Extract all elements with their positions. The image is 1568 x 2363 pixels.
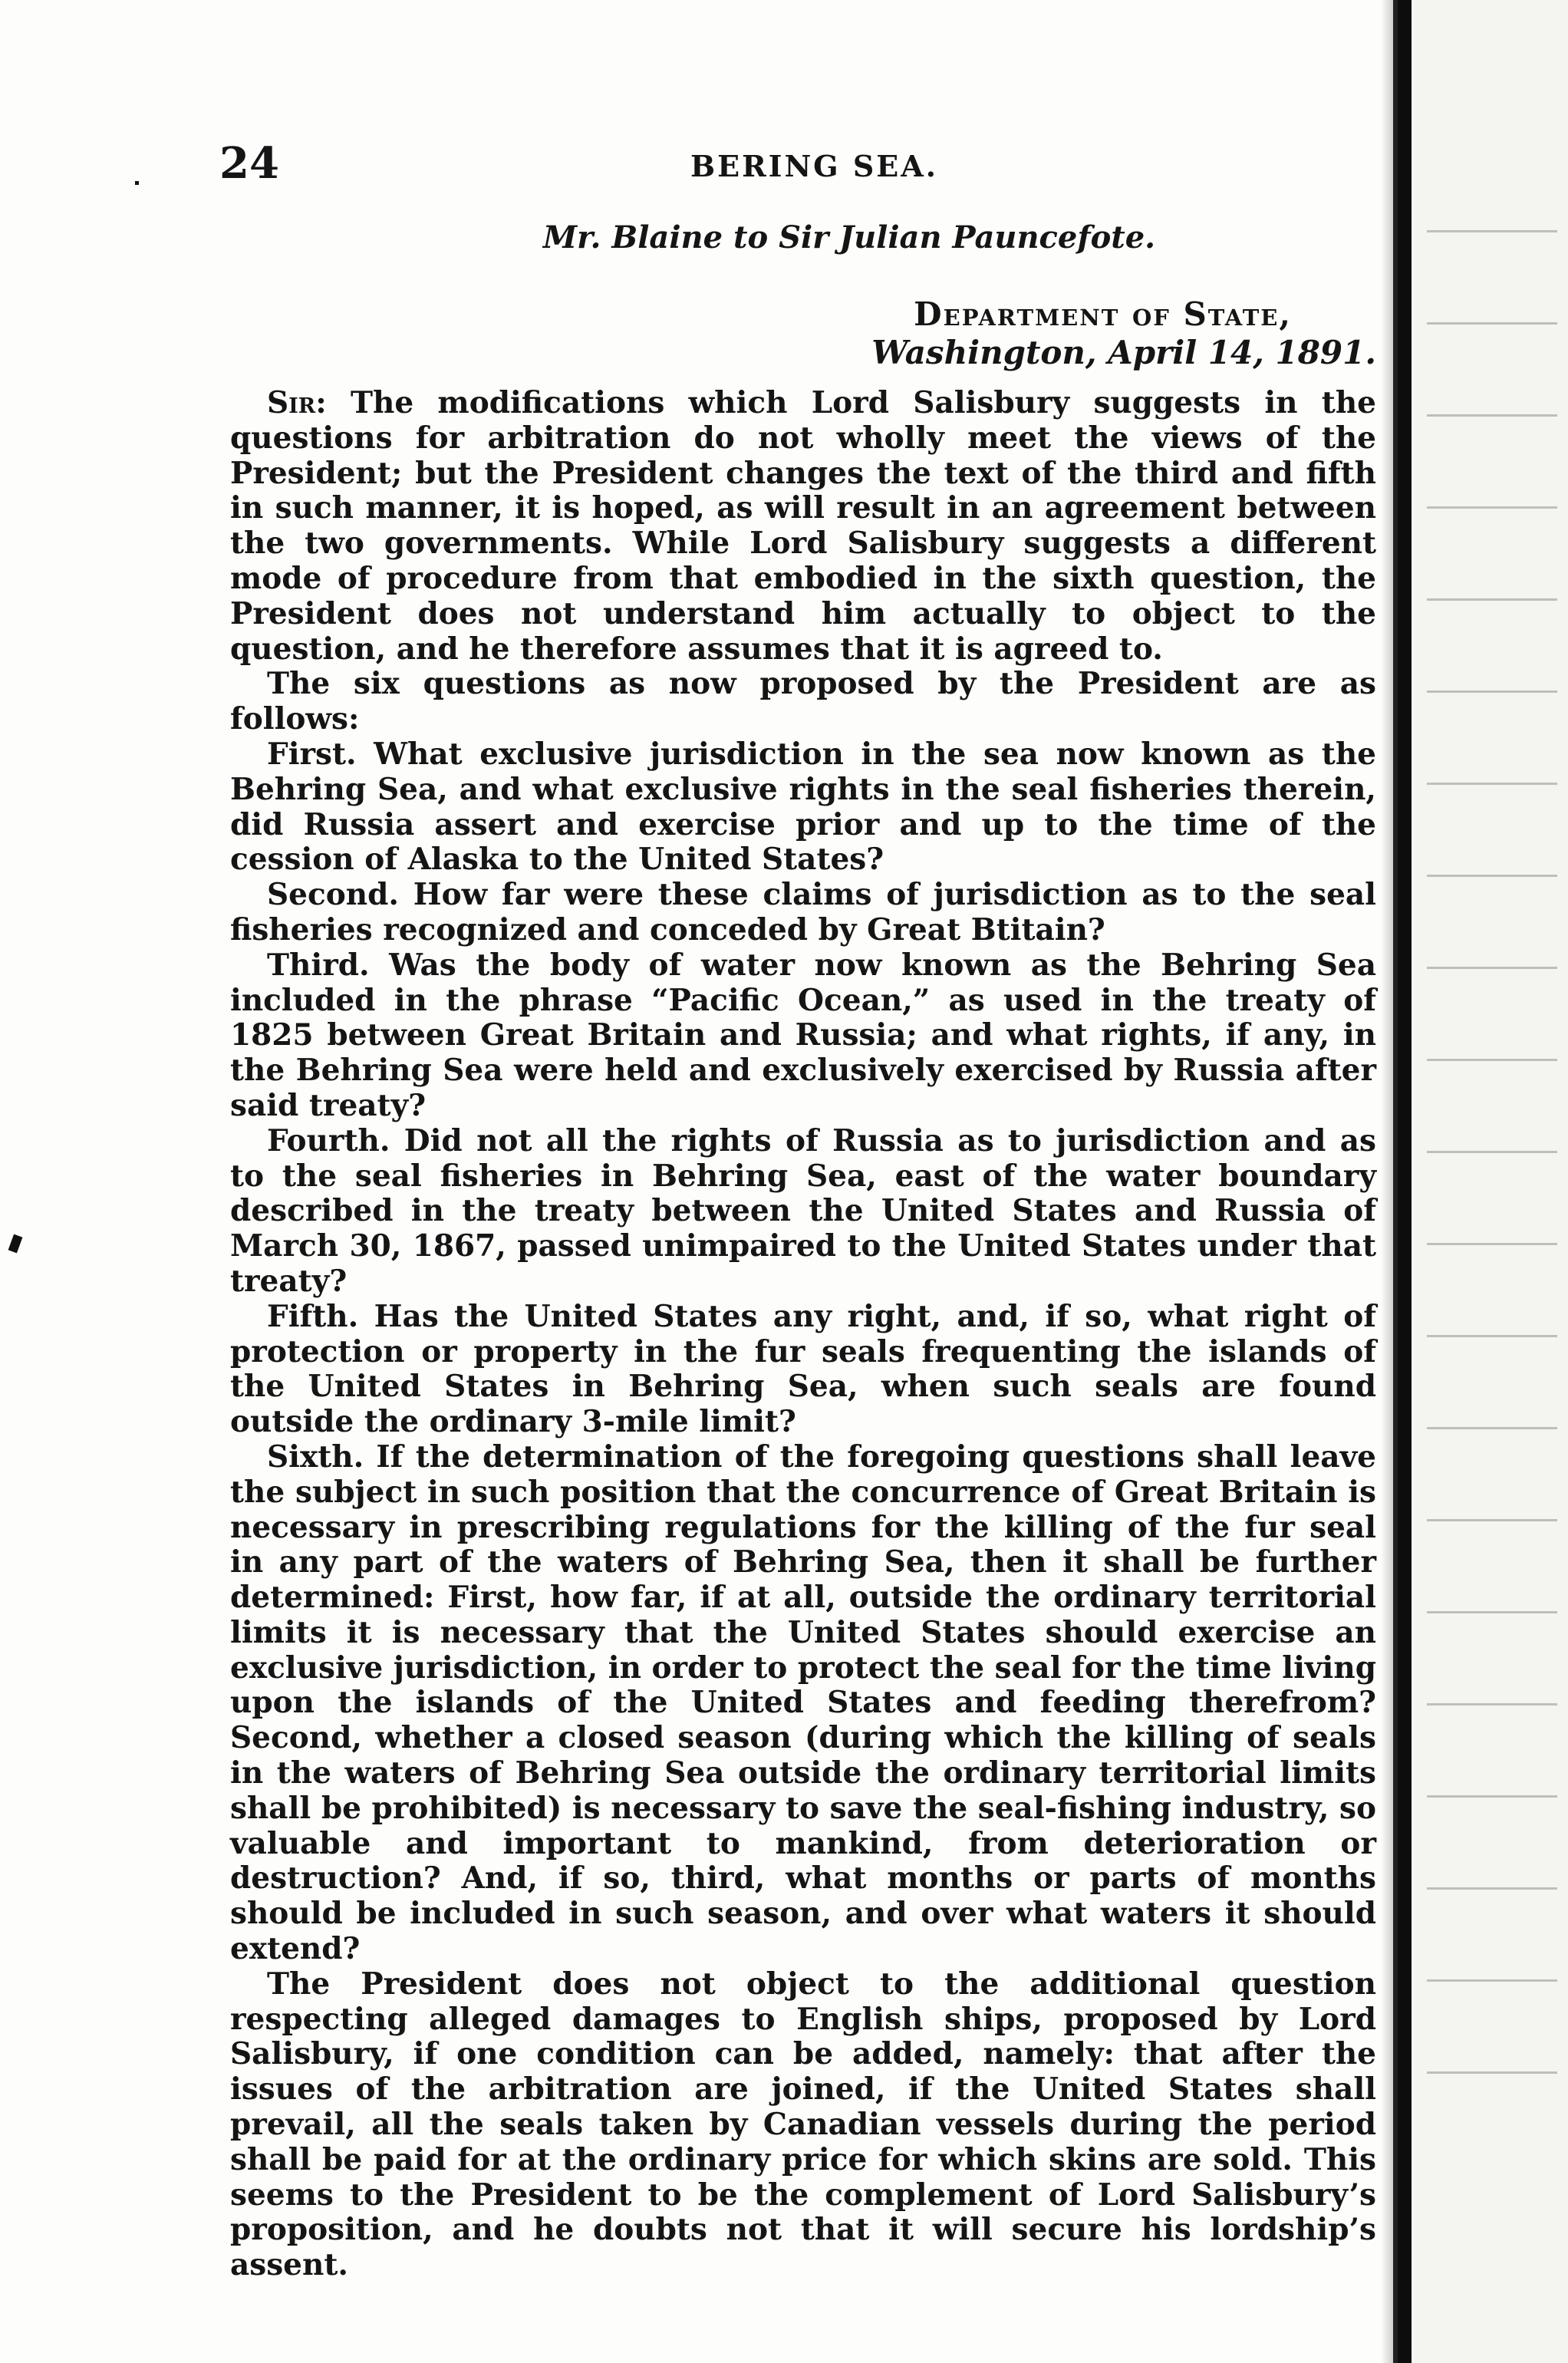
dateline [230, 295, 1376, 372]
binding-gutter [1398, 0, 1412, 2363]
bleed-through-line [1427, 2071, 1557, 2074]
page-content [219, 138, 1376, 2283]
salutation: Sir: [267, 385, 327, 420]
dateline-place-date: Washington, April 14, 1891. [871, 334, 1376, 371]
bleed-through-line [1427, 1059, 1557, 1061]
paragraph-question-third: Third. Was the body of water now known as the Behring Sea included in the phrase “Pacific Ocean,” as used in the treaty of 1825 between Great Britain and Russia; and what rights, if any, in the Behring Sea were held and exclusively exercised by Russia after said treaty? [230, 947, 1376, 1123]
bleed-through-line [1427, 690, 1557, 693]
page-header [219, 138, 1376, 199]
page-fold-shadow [1381, 0, 1398, 2363]
paragraph-question-fourth: Fourth. Did not all the rights of Russia as to jurisdiction and as to the seal fisheries in Behring Sea, east of the water boundary described in the treaty between the United States and Russia of March 30, 1867, passed unimpaired to the United States under that treaty? [230, 1122, 1376, 1299]
paragraph-question-fifth: Fifth. Has the United States any right, and, if so, what right of protection or property in the fur seals frequenting the islands of the United States in Behring Sea, when such seals are found outside the ordinary 3-mile limit? [230, 1298, 1376, 1440]
dateline-department: Department of State, [914, 295, 1292, 333]
bleed-through-line [1427, 1795, 1557, 1798]
page-number: 24 [219, 138, 279, 189]
letter-title: Mr. Blaine to Sir Julian Pauncefote. [542, 219, 1156, 255]
bleed-through-line [1427, 1887, 1557, 1890]
bleed-through-line [1427, 1519, 1557, 1521]
bleed-through-line [1427, 1703, 1557, 1706]
bleed-through-line [1427, 875, 1557, 877]
paragraph-closing: The President does not object to the additional question respecting alleged damages to English ships, proposed by Lord Salisbury, if one condition can be added, namely: that after the issues of the arbitration are joined, if the United States shall prevail, all the seals taken by Canadian vessels during the period shall be paid for at the ordinary price for which skins are sold. This seems to the President to be the complement of Lord Salisbury’s proposition, and he doubts not that it will secure his lordship’s assent. [230, 1966, 1376, 2283]
paragraph-question-sixth: Sixth. If the determination of the foregoing questions shall leave the subject in such position that the concurrence of Great Britain is necessary in prescribing regulations for the killing of the fur seal in any part of the waters of Behring Sea, then it shall be further determined: First, how far, if at all, outside the ordinary territorial limits it is necessary that the United States should exercise an exclusive jurisdiction, in order to protect the seal for the time living upon the islands of the United States and feeding therefrom? Second, whether a closed season (during which the killing of seals in the waters of Behring Sea outside the ordinary territorial limits shall be prohibited) is necessary to save the seal-fishing industry, so valuable and important to mankind, from deterioration or destruction? And, if so, third, what months or parts of months should be included in such season, and over what waters it should extend? [230, 1439, 1376, 1967]
paragraph-questions-intro: The six questions as now proposed by the President are as follows: [230, 666, 1376, 737]
bleed-through-line [1427, 1151, 1557, 1153]
paragraph-opening [230, 386, 1376, 667]
paragraph-text: The modifications which Lord Salisbury suggests in the questions for arbitration do not wholly meet the views of the President; but the President changes the text of the third and fifth in such manner, it is hoped, as will result in an agreement between the two governments. While Lord Salisbury suggests a different mode of procedure from that embodied in the sixth question, the President does not understand him actually to object to the question, and he therefore assumes that it is agreed to. [230, 385, 1376, 667]
paragraph-question-first: First. What exclusive jurisdiction in the sea now known as the Behring Sea, and what exclusive rights in the seal fisheries therein, did Russia assert and exercise prior and up to the time of the cession of Alaska to the United States? [230, 736, 1376, 878]
paragraph-question-second: Second. How far were these claims of jurisdiction as to the seal fisheries recognized and conceded by Great Btitain? [230, 877, 1376, 948]
bleed-through-line [1427, 230, 1557, 232]
bleed-through-line [1427, 414, 1557, 417]
bleed-through-line [1427, 783, 1557, 785]
bleed-through-line [1427, 967, 1557, 969]
bleed-through-line [1427, 322, 1557, 325]
bleed-through-line [1427, 1611, 1557, 1613]
bleed-through-line [1427, 1335, 1557, 1337]
bleed-through-line [1427, 506, 1557, 509]
adjacent-page-edge [1412, 0, 1568, 2363]
running-head: BERING SEA. [690, 149, 938, 183]
bleed-through-line [1427, 598, 1557, 601]
bleed-through-line [1427, 1243, 1557, 1245]
bleed-through-line [1427, 1427, 1557, 1429]
bleed-through-line [1427, 1979, 1557, 1982]
scan-speck [135, 181, 139, 185]
